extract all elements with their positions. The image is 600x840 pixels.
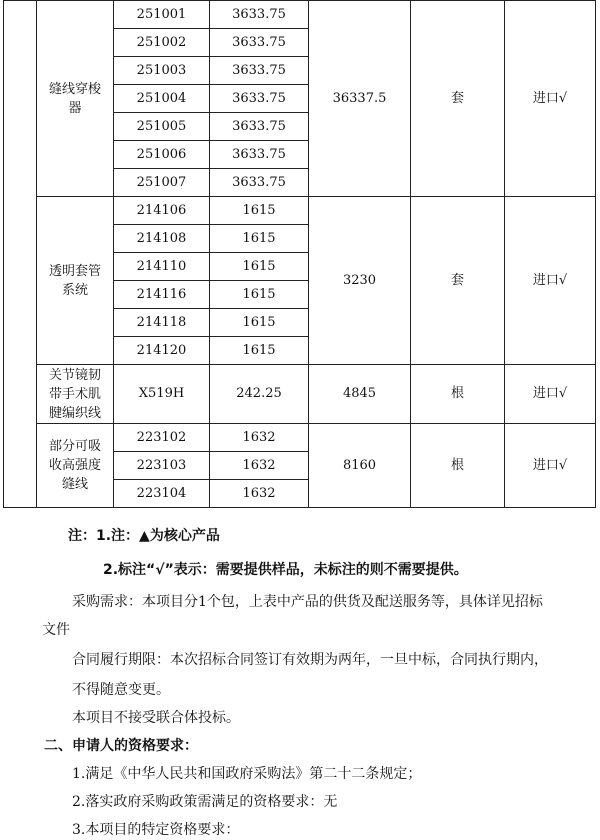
requirement-2: 2.落实政府采购政策需满足的资格要求：无 (72, 794, 338, 810)
model-cell: 251004 (114, 85, 210, 113)
model-cell: 251003 (114, 57, 210, 85)
procurement-demand-cont: 文件 (42, 622, 70, 638)
total-amount-cell: 8160 (309, 424, 411, 508)
unit-price-cell: 3633.75 (210, 85, 309, 113)
model-cell: X519H (114, 365, 210, 424)
table-row (4, 197, 596, 225)
contract-period-cont: 不得随意变更。 (72, 682, 170, 698)
model-cell: 251007 (114, 169, 210, 197)
requirement-1: 1.满足《中华人民共和国政府采购法》第二十二条规定； (72, 766, 422, 782)
origin-cell: 进口√ (505, 197, 596, 365)
product-name-cell (37, 1, 114, 197)
product-name-cell (37, 424, 114, 508)
model-cell: 251006 (114, 141, 210, 169)
model-cell: 214108 (114, 225, 210, 253)
model-cell: 223104 (114, 480, 210, 508)
unit-price-cell: 1615 (210, 253, 309, 281)
unit-price-cell: 3633.75 (210, 1, 309, 29)
unit-price-cell: 1615 (210, 281, 309, 309)
origin-cell: 进口√ (505, 424, 596, 508)
unit-cell: 套 (411, 1, 505, 197)
unit-price-cell: 1615 (210, 225, 309, 253)
table-row (4, 1, 596, 29)
unit-cell: 根 (411, 365, 505, 424)
procurement-demand: 采购需求：本项目分1个包，上表中产品的供货及配送服务等，具体详见招标 (72, 594, 543, 610)
model-cell: 214120 (114, 337, 210, 365)
product-name-line: 带手术肌 (48, 386, 101, 402)
unit-cell: 根 (411, 424, 505, 508)
note-core-product: 注：1.注：▲为核心产品 (68, 528, 220, 544)
unit-price-cell: 3633.75 (210, 113, 309, 141)
product-name-line: 关节镜韧 (48, 367, 101, 383)
product-name-line: 腱编织线 (48, 405, 101, 421)
total-amount-cell: 3230 (309, 197, 411, 365)
model-cell: 251002 (114, 29, 210, 57)
product-name-cell (37, 197, 114, 365)
requirement-3: 3.本项目的特定资格要求： (72, 822, 240, 838)
model-cell: 223103 (114, 452, 210, 480)
unit-price-cell: 1615 (210, 309, 309, 337)
model-cell: 251001 (114, 1, 210, 29)
no-consortium: 本项目不接受联合体投标。 (72, 710, 240, 726)
table-row (4, 424, 596, 452)
product-name-line: 透明套管 (48, 263, 101, 279)
unit-price-cell: 3633.75 (210, 29, 309, 57)
unit-cell: 套 (411, 197, 505, 365)
unit-price-cell: 1615 (210, 337, 309, 365)
product-name-line: 系统 (61, 282, 88, 298)
total-amount-cell: 4845 (309, 365, 411, 424)
unit-price-cell: 3633.75 (210, 169, 309, 197)
model-cell: 214110 (114, 253, 210, 281)
unit-price-cell: 1632 (210, 480, 309, 508)
product-name-line: 缝线穿梭 (48, 81, 101, 97)
product-name-line: 缝线 (61, 477, 88, 492)
origin-cell: 进口√ (505, 365, 596, 424)
product-name-line: 收高强度 (48, 458, 101, 473)
product-table (3, 0, 596, 508)
unit-price-cell: 3633.75 (210, 141, 309, 169)
model-cell: 214116 (114, 281, 210, 309)
contract-period: 合同履行期限：本次招标合同签订有效期为两年，一旦中标，合同执行期内， (72, 652, 548, 668)
origin-cell: 进口√ (505, 1, 596, 197)
model-cell: 223102 (114, 424, 210, 452)
total-amount-cell: 36337.5 (309, 1, 411, 197)
unit-price-cell: 1632 (210, 424, 309, 452)
unit-price-cell: 1615 (210, 197, 309, 225)
note-sample-mark: 2.标注“√”表示：需要提供样品，未标注的则不需要提供。 (103, 562, 468, 578)
model-cell: 251005 (114, 113, 210, 141)
model-cell: 214118 (114, 309, 210, 337)
section-title-qualification: 二、申请人的资格要求： (44, 738, 198, 754)
product-name-line: 器 (68, 100, 82, 116)
product-name-cell (37, 365, 114, 424)
model-cell: 214106 (114, 197, 210, 225)
product-name-line: 部分可吸 (48, 439, 101, 454)
row-index-cell (4, 1, 37, 508)
unit-price-cell: 242.25 (210, 365, 309, 424)
table-row (4, 365, 596, 424)
unit-price-cell: 1632 (210, 452, 309, 480)
unit-price-cell: 3633.75 (210, 57, 309, 85)
